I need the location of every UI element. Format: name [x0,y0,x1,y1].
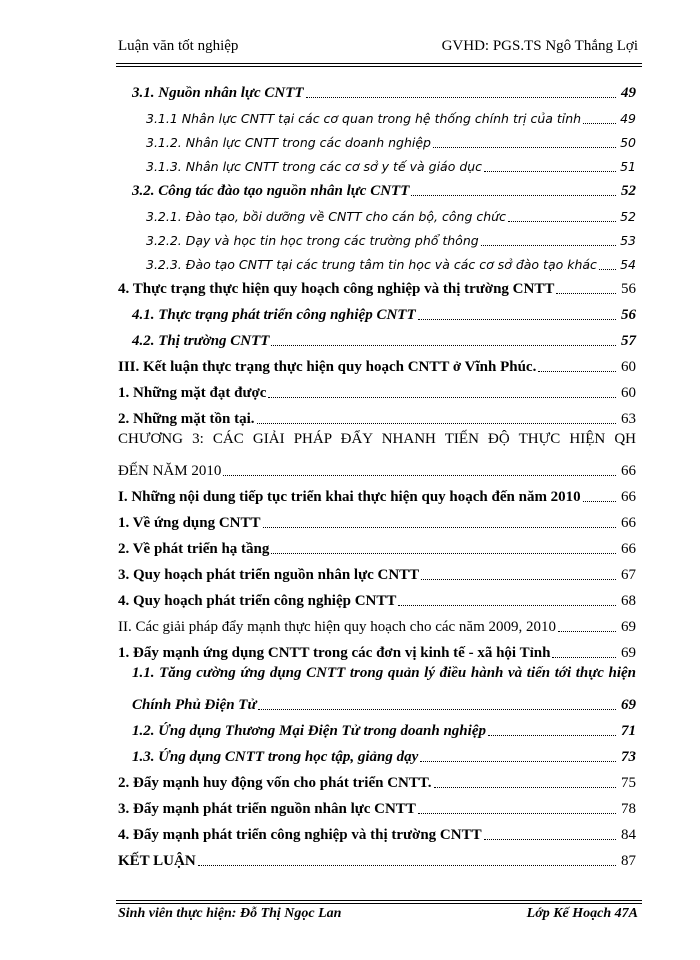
toc-entry: 2. Những mặt tồn tại. 63 [118,411,636,427]
header-thesis-label: Luận văn tốt nghiệp [118,38,239,54]
toc-entry: 2. Đẩy mạnh huy động vốn cho phát triển CNTT. 75 [118,775,636,791]
header-rule-double [116,66,642,67]
toc-entry: 1. Những mặt đạt được 60 [118,385,636,401]
toc-entry: 4. Thực trạng thực hiện quy hoạch công nghiệp và thị trường CNTT 56 [118,281,636,297]
toc-entry: Chính Phủ Điện Tử 69 [132,697,636,713]
toc-entry: 1.2. Ứng dụng Thương Mại Điện Tử trong doanh nghiệp 71 [132,723,636,739]
toc-entry: KẾT LUẬN 87 [118,853,636,869]
header-advisor: GVHD: PGS.TS Ngô Thắng Lợi [441,38,638,54]
toc-entry: 4. Đẩy mạnh phát triển công nghiệp và thị trường CNTT 84 [118,827,636,843]
toc-entry: II. Các giải pháp đẩy mạnh thực hiện quy hoạch cho các năm 2009, 2010 69 [118,619,636,635]
toc-entry: 3.2. Công tác đào tạo nguồn nhân lực CNTT 52 [132,183,636,199]
toc-wrapped-heading: 1.1. Tăng cường ứng dụng CNTT trong quản lý điều hành và tiến tới thực hiện [132,665,636,681]
toc-entry: 4.2. Thị trường CNTT 57 [132,333,636,349]
toc-entry: 3. Đẩy mạnh phát triển nguồn nhân lực CNTT 78 [118,801,636,817]
toc-entry: 3.1.1 Nhân lực CNTT tại các cơ quan trong hệ thống chính trị của tỉnh 49 [146,111,636,126]
toc-entry: 4. Quy hoạch phát triển công nghiệp CNTT 68 [118,593,636,609]
toc-entry: 3.1.3. Nhân lực CNTT trong các cơ sở y tế và giáo dục 51 [146,159,636,174]
toc-entry: 3.2.2. Dạy và học tin học trong các trường phổ thông 53 [146,233,636,248]
toc-entry: 3.2.3. Đào tạo CNTT tại các trung tâm tin học và các cơ sở đào tạo khác 54 [146,257,636,272]
toc-entry: 3. Quy hoạch phát triển nguồn nhân lực CNTT 67 [118,567,636,583]
page-footer [118,906,638,928]
header-rule [116,63,642,64]
toc-entry: 3.1. Nguồn nhân lực CNTT 49 [132,85,636,101]
toc-entry: 1. Về ứng dụng CNTT 66 [118,515,636,531]
toc-entry: 1.3. Ứng dụng CNTT trong học tập, giảng dạy 73 [132,749,636,765]
toc-entry: 1. Đẩy mạnh ứng dụng CNTT trong các đơn vị kinh tế - xã hội Tỉnh 69 [118,645,636,661]
footer-rule-double [116,903,642,904]
footer-class: Lớp Kế Hoạch 47A [526,906,638,921]
toc-entry: 4.1. Thực trạng phát triển công nghiệp CNTT 56 [132,307,636,323]
toc-entry: I. Những nội dung tiếp tục triển khai thực hiện quy hoạch đến năm 2010 66 [118,489,636,505]
toc-entry: ĐẾN NĂM 2010 66 [118,463,636,479]
toc-entry: III. Kết luận thực trạng thực hiện quy hoạch CNTT ở Vĩnh Phúc. 60 [118,359,636,375]
toc-entry: 2. Về phát triển hạ tầng 66 [118,541,636,557]
toc-entry: 3.1.2. Nhân lực CNTT trong các doanh nghiệp 50 [146,135,636,150]
footer-student: Sinh viên thực hiện: Đỗ Thị Ngọc Lan [118,906,342,921]
footer-rule [116,900,642,901]
page-header [118,38,638,64]
toc-entry: 3.2.1. Đào tạo, bồi dưỡng về CNTT cho cán bộ, công chức 52 [146,209,636,224]
toc-chapter-heading: CHƯƠNG 3: CÁC GIẢI PHÁP ĐẨY NHANH TIẾN ĐỘ THỰC HIỆN QH [118,431,636,447]
